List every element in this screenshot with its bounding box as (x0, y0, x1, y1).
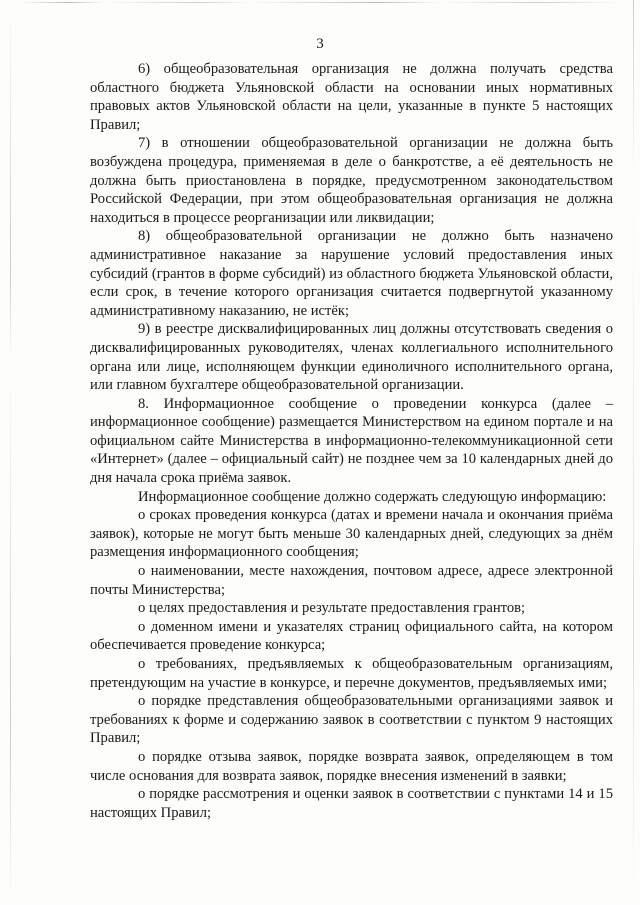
paragraph-7: 7) в отношении общеобразовательной организации не должна быть возбуждена процедура, применяемая в деле о банкротстве, а её деятельность не должна быть приостановлена в порядке, предусмотренном законодательством Российской Федерации, при этом общеобразовательная организация не должна находиться в процессе реорганизации или ликвидации; (90, 135, 613, 226)
scan-edge-top (20, 2, 620, 3)
list-item-ministry-contacts: о наименовании, месте нахождения, почтовом адресе, адресе электронной почты Министерства; (90, 563, 613, 598)
list-item-requirements: о требованиях, предъявляемых к общеобразовательным организациям, претендующим на участие в конкурсе, и перечне документов, предъявляемых ими; (90, 656, 613, 691)
list-item-submission-procedure: о порядке представления общеобразовательными организациями заявок и требованиях к форме и содержанию заявок в соответствии с пунктом 9 настоящих Правил; (90, 693, 613, 747)
paragraph-9: 9) в реестре дисквалифицированных лиц должны отсутствовать сведения о дисквалифицированных руководителях, членах коллегиального исполнительного органа или лице, исполняющем функции единоличного исполнительного органа, или главном бухгалтере общеобразовательной организации. (90, 321, 613, 394)
paragraph-6: 6) общеобразовательная организация не должна получать средства областного бюджета Ульяновской области на основании иных нормативных правовых актов Ульяновской области на цели, указанные в пункте 5 настоящих Правил; (90, 61, 613, 133)
info-message-contents-intro: Информационное сообщение должно содержать следующую информацию: (138, 488, 607, 505)
list-item-domain-name: о доменном имени и указателях страниц официального сайта, на котором обеспечивается проведение конкурса; (90, 618, 613, 654)
list-item-deadlines: о сроках проведения конкурса (датах и времени начала и окончания приёма заявок), которые не могут быть меньше 30 календарных дней, следующих за днём размещения информационного сообщения; (90, 507, 613, 561)
list-item-withdrawal-procedure: о порядке отзыва заявок, порядке возврата заявок, определяющем в том числе основания для возврата заявок, порядке внесения изменений в заявки; (90, 748, 613, 784)
document-body (90, 60, 613, 822)
page-number: 3 (316, 36, 324, 52)
scan-edge-left (10, 0, 11, 905)
list-item-grant-goals: о целях предоставления и результате предоставления грантов; (138, 600, 526, 617)
scan-edge-right (633, 0, 634, 905)
paragraph-8: 8) общеобразовательной организации не должно быть назначено административное наказание за нарушение условий предоставления иных субсидий (грантов в форме субсидий) из областного бюджета Ульяновской области, если срок, в течение которого организация считается подвергнутой указанному административному наказанию, не истёк; (90, 228, 613, 319)
list-item-review-procedure: о порядке рассмотрения и оценки заявок в соответствии с пунктами 14 и 15 настоящих Правил; (90, 786, 613, 821)
clause-8-info-message: 8. Информационное сообщение о проведении конкурса (далее – информационное сообщение) размещается Министерством на едином портале и на официальном сайте Министерства в информационно-телекоммуникационной сети «Интернет» (далее – официальный сайт) не позднее чем за 10 календарных дней до дня начала срока приёма заявок. (90, 395, 613, 487)
